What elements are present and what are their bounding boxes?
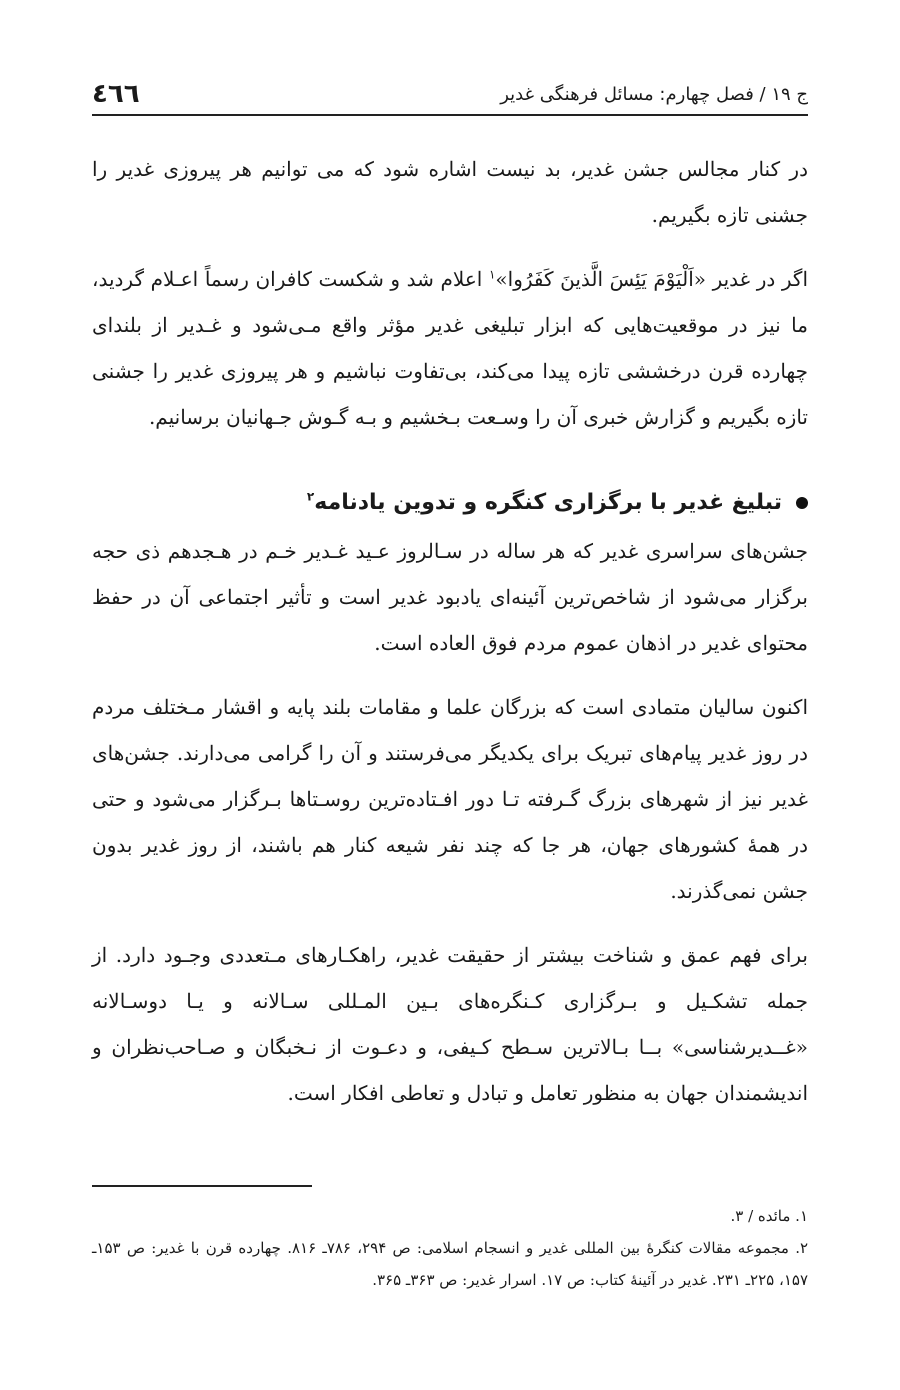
- paragraph-2-lead: اگر در غدیر «: [693, 267, 809, 291]
- section-title-text: تبلیغ غدیر با برگزاری کنگره و تدوین یادنامه: [314, 490, 782, 515]
- footnote-1: ۱. مائده / ۳.: [730, 1207, 808, 1225]
- section-body: [92, 528, 808, 1116]
- quote-close: »: [495, 267, 508, 291]
- paragraph-2: [92, 256, 808, 440]
- footnote-ref-2[interactable]: ۲: [306, 489, 315, 504]
- footnote-2: ۲. مجموعه مقالات کنگرهٔ بین المللی غدیر و انسجام اسلامی: ص ۲۹۴، ۷۸۶ـ ۸۱۶. چهارده قرن با غدیر: ص ۱۵۳ـ ۱۵۷، ۲۲۵ـ ۲۳۱. غدیر در آئینهٔ کتاب: ص ۱۷. اسرار غدیر: ص ۳۶۳ـ ۳۶۵.: [92, 1239, 809, 1289]
- quran-quote: اَلْیَوْمَ یَئِسَ الَّذینَ کَفَرُوا: [507, 267, 694, 291]
- section-paragraph-1: جشن‌های سراسری غدیر که هر ساله در سـالروز عـید غـدیر خـم در هـجدهم ذی حجه برگزار می‌شود از شاخص‌ترین آئینه‌ای یادبود غدیر است و تأثیر اجتماعی آن در حفظ محتوای غدیر در اذهان عموم مردم فوق العاده است.: [92, 539, 808, 655]
- paragraph-1: در کنار مجالس جشن غدیر، بد نیست اشاره شود که می توانیم هر پیروزی غدیر را جشنی تازه بگیریم.: [92, 157, 808, 227]
- page-header: [92, 74, 808, 116]
- section-heading: [92, 480, 808, 526]
- document-page: [92, 0, 808, 1390]
- footnotes: [92, 1200, 808, 1296]
- section-title: [307, 480, 782, 526]
- section-paragraph-2: اکنون سالیان متمادی است که بزرگان علما و مقامات بلند پایه و اقشار مـختلف مردم در روز غدیر پیام‌های تبریک برای یکدیگر می‌فرستند و آن را گرامی می‌دارند. جشن‌های غدیر نیز از شهرهای بزرگ گـرفته تـا دور افـتاده‌ترین روسـتاها بـرگزار می‌شود و حتی در همهٔ کشورهای جهان، هر جا که چند نفر شیعه کنار هم باشند، از روز غدیر بدون جشن نمی‌گذرند.: [92, 695, 808, 903]
- page-body: [92, 146, 808, 1134]
- running-head: ج ۱۹ / فصل چهارم: مسائل فرهنگی غدیر: [500, 83, 808, 105]
- footnote-divider: [92, 1185, 312, 1187]
- page-number: ٤٦٦: [92, 79, 140, 109]
- section-paragraph-3: برای فهم عمق و شناخت بیشتر از حقیقت غدیر، راهکـارهای مـتعددی وجـود دارد. از جمله تشکـیل و بـرگزاری کـنگره‌های بـین المـللی سـالانه و یـا دوسـالانه «غــدیرشناسی» بــا بـالاترین سـطح کـیفی، و دعـوت از نـخبگان و صـاحب‌نظران و اندیشمندان جهان به منظور تعامل و تبادل و تعاطی افکار است.: [92, 943, 809, 1105]
- paragraph-2-rest: اعلام شد و شکست کافران رسماً اعـلام گردید، ما نیز در موقعیت‌هایی که ابزار تبلیغی غدیر مؤثر واقع مـی‌شود و غـدیر از بلندای چهارده قرن درخششی تازه پیدا می‌کند، بی‌تفاوت نباشیم و هر پیروزی غدیر را جشنی تازه بگیریم و گزارش خبری آن را وسـعت بـخشیم و بـه گـوش جـهانیان برسانیم.: [92, 267, 808, 429]
- bullet-icon: [796, 497, 808, 509]
- footnote-ref-1[interactable]: ۱: [488, 267, 496, 282]
